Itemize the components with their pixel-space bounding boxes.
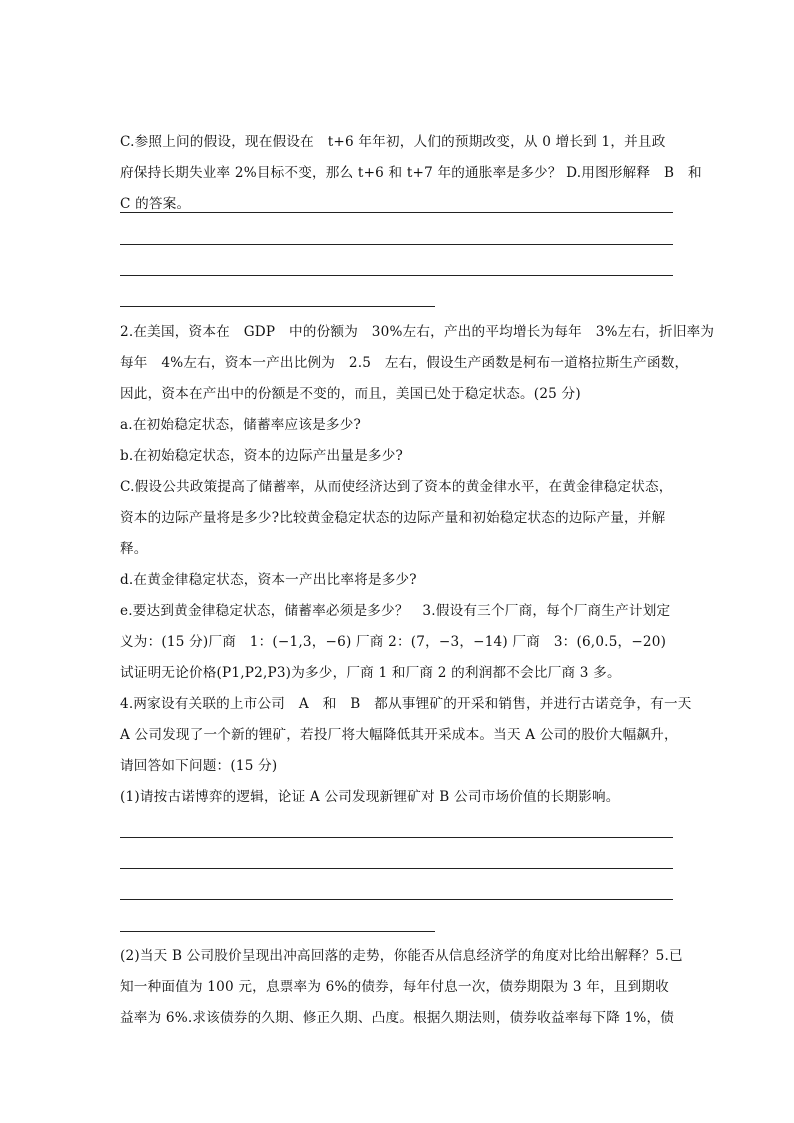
answer-line: [120, 931, 435, 932]
answer-line: [120, 244, 673, 245]
answer-line: [120, 837, 673, 838]
text-line: A 公司发现了一个新的锂矿，若投厂将大幅降低其开采成本。当天 A 公司的股价大幅飙升，: [120, 727, 678, 743]
text-line: C 的答案。: [120, 196, 191, 212]
text-line: 府保持长期失业率 2%目标不变，那么 t+6 和 t+7 年的通胀率是多少？ D.用图形解释 B 和: [120, 165, 702, 181]
text-line: 益率为 6%.求该债券的久期、修正久期、凸度。根据久期法则，债券收益率每下降 1%，债: [120, 1010, 675, 1026]
text-line: 每年 4%左右，资本一产出比例为 2.5 左右，假设生产函数是柯布一道格拉斯生产函数，: [120, 355, 689, 371]
text-line: 义为：(15 分)厂商 1：(−1,3，−6) 厂商 2：(7，−3，−14) 厂商 3：(6,0.5，−20): [120, 634, 667, 650]
answer-line: [120, 868, 673, 869]
answer-line: [120, 899, 673, 900]
text-line: 因此，资本在产出中的份额是不变的，而且，美国已处于稳定状态。(25 分): [120, 386, 581, 402]
text-line: 知一种面值为 100 元，息票率为 6%的债券，每年付息一次，债券期限为 3 年，且到期收: [120, 979, 669, 995]
text-line: C.参照上问的假设，现在假设在 t+6 年年初，人们的预期改变，从 0 增长到 1，并且政: [120, 134, 666, 150]
answer-line: [120, 212, 673, 213]
text-line: b.在初始稳定状态，资本的边际产出量是多少?: [120, 448, 403, 464]
text-line: 试证明无论价格(P1,P2,P3)为多少，厂商 1 和厂商 2 的利润都不会比厂商 3 多。: [120, 665, 621, 681]
text-line: (2)当天 B 公司股价呈现出冲高回落的走势，你能否从信息经济学的角度对比给出解释？5.已: [120, 948, 683, 964]
text-line: (1)请按古诺博弈的逻辑，论证 A 公司发现新锂矿对 B 公司市场价值的长期影响。: [120, 789, 620, 805]
text-line: 释。: [120, 541, 148, 557]
text-line: 2.在美国，资本在 GDP 中的份额为 30%左右，产出的平均增长为每年 3%左右，折旧率为: [120, 324, 715, 340]
text-line: 请回答如下问题：(15 分): [120, 758, 278, 774]
text-line: 资本的边际产量将是多少?比较黄金稳定状态的边际产量和初始稳定状态的边际产量，并解: [120, 510, 666, 526]
text-line: d.在黄金律稳定状态，资本一产出比率将是多少?: [120, 572, 417, 588]
text-line: a.在初始稳定状态，储蓄率应该是多少?: [120, 417, 362, 433]
text-line: 4.两家设有关联的上市公司 A 和 B 都从事锂矿的开采和销售，并进行古诺竞争，有一天: [120, 696, 692, 712]
text-line: C.假设公共政策提高了储蓄率，从而使经济达到了资本的黄金律水平，在黄金律稳定状态，: [120, 479, 673, 495]
answer-line: [120, 306, 435, 307]
answer-line: [120, 275, 673, 276]
text-line: e.要达到黄金律稳定状态，储蓄率必须是多少？ 3.假设有三个厂商，每个厂商生产计划定: [120, 603, 671, 619]
